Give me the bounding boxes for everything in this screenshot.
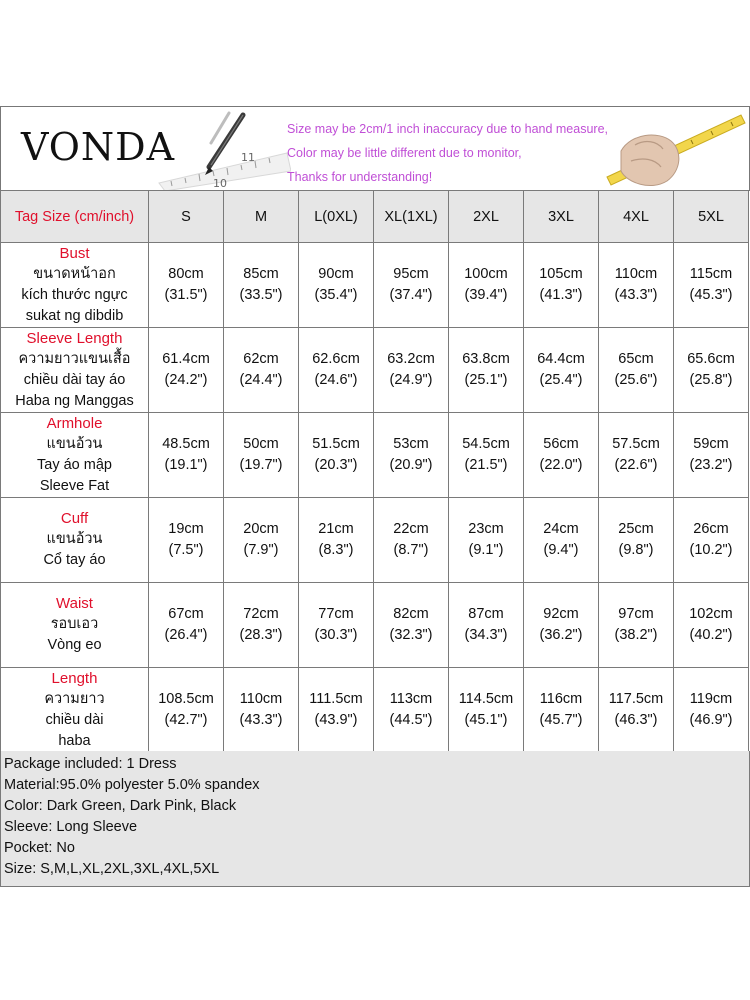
cm-value: 111.5cm xyxy=(309,691,363,707)
table-cell xyxy=(149,413,224,498)
table-cell xyxy=(299,328,374,413)
inch-value: (34.3") xyxy=(464,627,508,643)
inch-value: (36.2") xyxy=(539,627,583,643)
inch-value: (8.3") xyxy=(318,542,354,558)
inch-value: (41.3") xyxy=(539,287,583,303)
row-label xyxy=(1,668,149,753)
row-subtitle: haba xyxy=(58,732,91,749)
cm-value: 48.5cm xyxy=(162,436,210,452)
product-details xyxy=(0,751,750,887)
cm-value: 53cm xyxy=(393,436,429,452)
row-subtitle: แขนอ้วน xyxy=(46,435,103,452)
row-subtitle: Sleeve Fat xyxy=(39,477,110,494)
cm-value: 56cm xyxy=(543,436,579,452)
cm-value: 21cm xyxy=(318,521,354,537)
cm-value: 100cm xyxy=(464,266,508,282)
note-line: Size may be 2cm/1 inch inaccuracy due to hand measure, xyxy=(287,122,609,136)
table-cell xyxy=(524,413,599,498)
cm-value: 115cm xyxy=(689,266,733,282)
table-cell xyxy=(674,498,749,583)
table-cell xyxy=(674,243,749,328)
cm-value: 22cm xyxy=(393,521,429,537)
row-subtitle: ความยาวแขนเสื้อ xyxy=(18,350,131,367)
table-cell xyxy=(224,328,299,413)
cm-value: 62cm xyxy=(243,351,279,367)
inch-value: (42.7") xyxy=(164,712,208,728)
measuring-tape-hand-icon xyxy=(601,111,747,189)
table-cell xyxy=(374,243,449,328)
row-subtitle: รอบเอว xyxy=(50,616,99,632)
table-cell xyxy=(149,668,224,753)
note-line: Thanks for understanding! xyxy=(287,170,433,184)
table-row xyxy=(1,328,749,413)
cm-value: 116cm xyxy=(539,691,583,707)
table-cell xyxy=(674,668,749,753)
cm-value: 64.4cm xyxy=(537,351,585,367)
inch-value: (24.9") xyxy=(389,372,433,388)
cm-value: 110cm xyxy=(614,266,658,282)
note-line: Color may be little different due to monitor, xyxy=(287,146,522,160)
table-cell xyxy=(299,583,374,668)
brand-logo: VONDA xyxy=(21,125,176,169)
inch-value: (45.3") xyxy=(689,287,733,303)
cm-value: 63.8cm xyxy=(462,351,510,367)
inch-value: (45.1") xyxy=(464,712,508,728)
cm-value: 23cm xyxy=(468,521,504,537)
inch-value: (40.2") xyxy=(689,627,733,643)
size-chart xyxy=(0,106,750,887)
table-cell xyxy=(674,583,749,668)
row-subtitle: ขนาดหน้าอก xyxy=(33,265,116,282)
inch-value: (10.2") xyxy=(689,542,733,558)
inch-value: (7.5") xyxy=(168,542,204,558)
table-cell xyxy=(299,413,374,498)
table-cell xyxy=(224,668,299,753)
inch-value: (22.0") xyxy=(539,457,583,473)
inch-value: (26.4") xyxy=(164,627,208,643)
table-cell xyxy=(449,243,524,328)
table-cell xyxy=(674,328,749,413)
inch-value: (23.2") xyxy=(689,457,733,473)
ruler-mark-11: 11 xyxy=(241,151,255,164)
inch-value: (20.9") xyxy=(389,457,433,473)
cm-value: 108.5cm xyxy=(158,691,214,707)
row-title: Cuff xyxy=(60,510,89,527)
inch-value: (9.4") xyxy=(543,542,579,558)
inch-value: (39.4") xyxy=(464,287,508,303)
inch-value: (30.3") xyxy=(314,627,358,643)
cm-value: 114.5cm xyxy=(458,691,514,707)
inch-value: (21.5") xyxy=(464,457,508,473)
cm-value: 19cm xyxy=(168,521,204,537)
table-row xyxy=(1,668,749,753)
header-label xyxy=(1,191,149,243)
inch-value: (44.5") xyxy=(389,712,433,728)
cm-value: 62.6cm xyxy=(312,351,360,367)
cm-value: 113cm xyxy=(389,691,433,707)
size-column-header: 4XL xyxy=(599,191,674,243)
row-title: Length xyxy=(51,669,98,687)
table-row xyxy=(1,413,749,498)
pencil-ruler-icon xyxy=(151,109,291,191)
table-cell xyxy=(149,328,224,413)
inch-value: (45.7") xyxy=(539,712,583,728)
table-cell xyxy=(449,413,524,498)
table-cell xyxy=(149,498,224,583)
table-cell xyxy=(449,583,524,668)
table-cell xyxy=(674,413,749,498)
row-subtitle: ความยาว xyxy=(44,690,105,707)
row-title: Sleeve Length xyxy=(26,329,123,347)
cm-value: 61.4cm xyxy=(162,351,210,367)
inch-value: (31.5") xyxy=(164,287,208,303)
row-subtitle: sukat ng dibdib xyxy=(25,307,124,324)
row-title: Bust xyxy=(59,244,90,262)
cm-value: 105cm xyxy=(539,266,583,282)
cm-value: 54.5cm xyxy=(462,436,510,452)
table-cell xyxy=(224,498,299,583)
size-column-header: 3XL xyxy=(524,191,599,243)
table-cell xyxy=(524,328,599,413)
cm-value: 87cm xyxy=(468,606,504,622)
row-subtitle: Cổ tay áo xyxy=(43,552,106,568)
row-label xyxy=(1,498,149,583)
cm-value: 26cm xyxy=(693,521,729,537)
inch-value: (20.3") xyxy=(314,457,358,473)
table-cell xyxy=(599,328,674,413)
inch-value: (19.1") xyxy=(164,457,208,473)
cm-value: 90cm xyxy=(318,266,354,282)
detail-size: Size: S,M,L,XL,2XL,3XL,4XL,5XL xyxy=(4,861,220,877)
inch-value: (9.8") xyxy=(618,542,654,558)
cm-value: 51.5cm xyxy=(312,436,360,452)
size-column-header: 5XL xyxy=(674,191,749,243)
table-header-row xyxy=(1,191,749,243)
inch-value: (22.6") xyxy=(614,457,658,473)
cm-value: 65cm xyxy=(618,351,654,367)
inch-value: (43.3") xyxy=(239,712,283,728)
inch-value: (33.5") xyxy=(239,287,283,303)
cm-value: 119cm xyxy=(689,691,733,707)
inch-value: (28.3") xyxy=(239,627,283,643)
cm-value: 57.5cm xyxy=(612,436,660,452)
table-cell xyxy=(224,413,299,498)
table-cell xyxy=(374,583,449,668)
row-label xyxy=(1,583,149,668)
table-cell xyxy=(524,498,599,583)
inch-value: (38.2") xyxy=(614,627,658,643)
row-subtitle: chiều dài tay áo xyxy=(23,371,126,388)
inch-value: (43.3") xyxy=(614,287,658,303)
row-subtitle: chiều dài xyxy=(45,711,104,728)
table-cell xyxy=(524,668,599,753)
inch-value: (25.1") xyxy=(464,372,508,388)
size-column-header: 2XL xyxy=(449,191,524,243)
inch-value: (32.3") xyxy=(389,627,433,643)
cm-value: 85cm xyxy=(243,266,279,282)
inch-value: (25.6") xyxy=(614,372,658,388)
detail-package: Package included: 1 Dress xyxy=(4,756,177,772)
table-cell xyxy=(299,243,374,328)
inch-value: (35.4") xyxy=(314,287,358,303)
size-column-header: XL(1XL) xyxy=(374,191,449,243)
tag-size-label: Tag Size (cm/inch) xyxy=(14,208,135,225)
table-cell xyxy=(374,328,449,413)
cm-value: 25cm xyxy=(618,521,654,537)
table-cell xyxy=(374,413,449,498)
cm-value: 67cm xyxy=(168,606,204,622)
table-cell xyxy=(524,583,599,668)
inch-value: (24.2") xyxy=(164,372,208,388)
row-subtitle: Vòng eo xyxy=(47,637,102,653)
row-subtitle: แขนอ้วน xyxy=(46,531,103,547)
inch-value: (19.7") xyxy=(239,457,283,473)
cm-value: 24cm xyxy=(543,521,579,537)
detail-material: Material:95.0% polyester 5.0% spandex xyxy=(4,777,260,793)
table-cell xyxy=(374,498,449,583)
inch-value: (43.9") xyxy=(314,712,358,728)
row-subtitle: Tay áo mập xyxy=(37,456,112,473)
row-subtitle: kích thước ngực xyxy=(21,286,128,303)
measurement-notes xyxy=(287,117,608,189)
table-cell xyxy=(599,583,674,668)
table-cell xyxy=(449,328,524,413)
table-cell xyxy=(599,498,674,583)
table-cell xyxy=(149,243,224,328)
ruler-mark-10: 10 xyxy=(213,177,227,190)
row-title: Waist xyxy=(56,595,93,612)
table-cell xyxy=(599,668,674,753)
cm-value: 95cm xyxy=(393,266,429,282)
inch-value: (8.7") xyxy=(393,542,429,558)
table-cell xyxy=(149,583,224,668)
cm-value: 77cm xyxy=(318,606,354,622)
cm-value: 102cm xyxy=(689,606,733,622)
cm-value: 20cm xyxy=(243,521,279,537)
inch-value: (24.6") xyxy=(314,372,358,388)
detail-color: Color: Dark Green, Dark Pink, Black xyxy=(4,798,237,814)
cm-value: 97cm xyxy=(618,606,654,622)
table-cell xyxy=(299,668,374,753)
detail-pocket: Pocket: No xyxy=(4,840,75,856)
row-label xyxy=(1,413,149,498)
row-subtitle: Haba ng Manggas xyxy=(15,392,134,409)
table-cell xyxy=(524,243,599,328)
table-cell xyxy=(599,243,674,328)
table-cell xyxy=(374,668,449,753)
table-cell xyxy=(599,413,674,498)
header-banner xyxy=(0,106,750,191)
table-cell xyxy=(224,583,299,668)
cm-value: 110cm xyxy=(239,691,283,707)
inch-value: (25.8") xyxy=(689,372,733,388)
inch-value: (24.4") xyxy=(239,372,283,388)
cm-value: 63.2cm xyxy=(387,351,435,367)
table-cell xyxy=(224,243,299,328)
row-label xyxy=(1,328,149,413)
cm-value: 92cm xyxy=(543,606,579,622)
cm-value: 82cm xyxy=(393,606,429,622)
row-title: Armhole xyxy=(46,414,103,432)
table-row xyxy=(1,243,749,328)
inch-value: (37.4") xyxy=(389,287,433,303)
cm-value: 72cm xyxy=(243,606,279,622)
size-column-header: L(0XL) xyxy=(299,191,374,243)
table-row xyxy=(1,583,749,668)
inch-value: (46.3") xyxy=(614,712,658,728)
table-cell xyxy=(449,668,524,753)
size-table xyxy=(0,190,749,753)
inch-value: (7.9") xyxy=(243,542,279,558)
cm-value: 59cm xyxy=(693,436,729,452)
inch-value: (25.4") xyxy=(539,372,583,388)
table-cell xyxy=(299,498,374,583)
row-label xyxy=(1,243,149,328)
cm-value: 117.5cm xyxy=(608,691,664,707)
detail-sleeve: Sleeve: Long Sleeve xyxy=(4,819,138,835)
size-column-header: S xyxy=(149,191,224,243)
inch-value: (46.9") xyxy=(689,712,733,728)
cm-value: 65.6cm xyxy=(687,351,735,367)
inch-value: (9.1") xyxy=(468,542,504,558)
table-cell xyxy=(449,498,524,583)
table-row xyxy=(1,498,749,583)
size-column-header: M xyxy=(224,191,299,243)
cm-value: 80cm xyxy=(168,266,204,282)
cm-value: 50cm xyxy=(243,436,279,452)
